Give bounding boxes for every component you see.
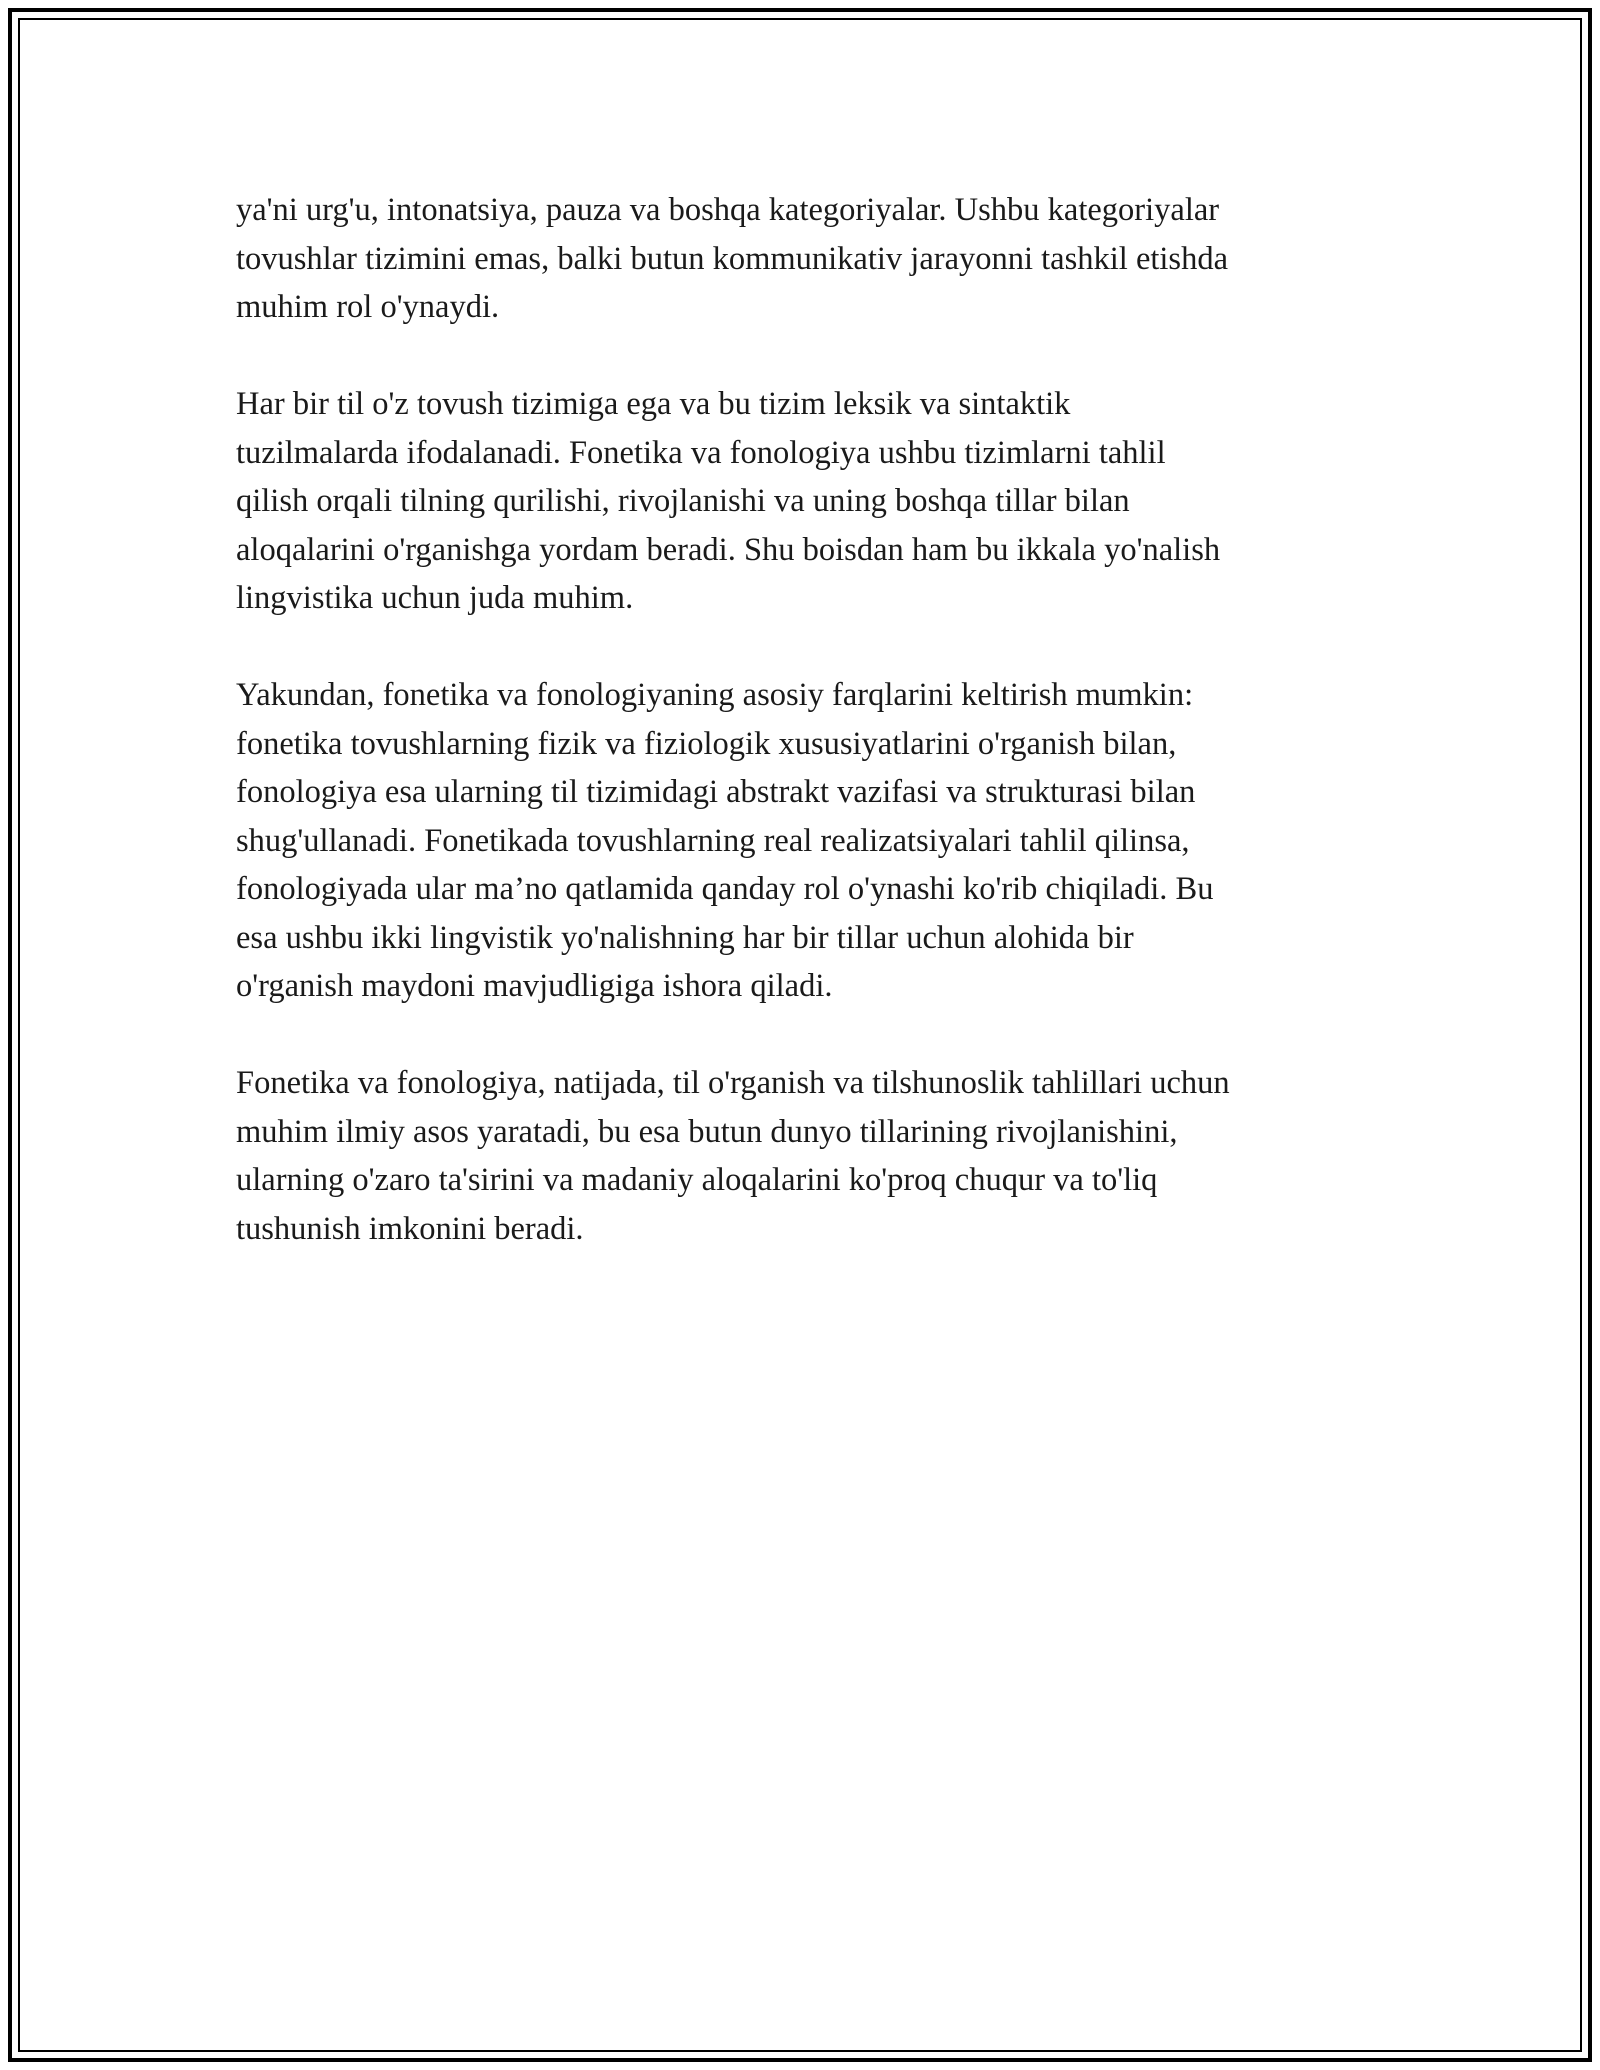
document-body: [236, 186, 1372, 1302]
text-line: Fonetika va fonologiya, natijada, til o'rganish va tilshunoslik tahlillari uchun: [236, 1065, 1230, 1101]
text-line: Har bir til o'z tovush tizimiga ega va bu tizim leksik va sintaktik: [236, 386, 1071, 422]
text-line: fonologiya esa ularning til tizimidagi abstrakt vazifasi va strukturasi bilan: [236, 774, 1196, 810]
text-line: Yakundan, fonetika va fonologiyaning asosiy farqlarini keltirish mumkin:: [236, 677, 1194, 713]
paragraph-4: [236, 1059, 1372, 1253]
text-line: aloqalarini o'rganishga yordam beradi. Shu boisdan ham bu ikkala yo'nalish: [236, 531, 1221, 568]
text-line: muhim rol o'ynaydi.: [236, 289, 500, 325]
text-line: fonetika tovushlarning fizik va fiziologik xususiyatlarini o'rganish bilan,: [236, 725, 1177, 762]
text-line: qilish orqali tilning qurilishi, rivojlanishi va uning boshqa tillar bilan: [236, 483, 1130, 519]
text-line: ya'ni urg'u, intonatsiya, pauza va boshqa kategoriyalar. Ushbu kategoriyalar: [236, 192, 1220, 228]
paragraph-1: [236, 186, 1372, 332]
text-line: muhim ilmiy asos yaratadi, bu esa butun dunyo tillarining rivojlanishini,: [236, 1113, 1178, 1150]
text-line: tovushlar tizimini emas, balki butun kommunikativ jarayonni tashkil etishda: [236, 240, 1228, 277]
paragraph-2: [236, 380, 1372, 623]
text-line: o'rganish maydoni mavjudligiga ishora qiladi.: [236, 968, 833, 1004]
text-line: tushunish imkonini beradi.: [236, 1210, 584, 1247]
text-line: tuzilmalarda ifodalanadi. Fonetika va fonologiya ushbu tizimlarni tahlil: [236, 434, 1166, 471]
text-line: ularning o'zaro ta'sirini va madaniy aloqalarini ko'proq chuqur va to'liq: [236, 1162, 1158, 1198]
text-line: lingvistika uchun juda muhim.: [236, 580, 634, 616]
text-line: fonologiyada ular ma’no qatlamida qanday rol o'ynashi ko'rib chiqiladi. Bu: [236, 871, 1214, 907]
paragraph-3: [236, 671, 1372, 1011]
text-line: shug'ullanadi. Fonetikada tovushlarning real realizatsiyalari tahlil qilinsa,: [236, 822, 1190, 859]
text-line: esa ushbu ikki lingvistik yo'nalishning har bir tillar uchun alohida bir: [236, 919, 1134, 956]
